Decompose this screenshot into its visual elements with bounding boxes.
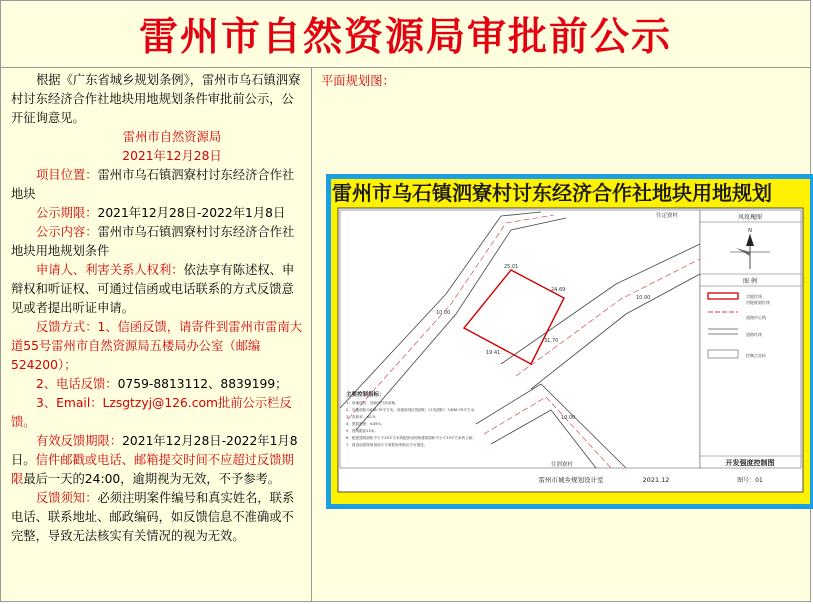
dim-1: 25.01 bbox=[504, 264, 519, 270]
road-dim-1: 10.00 bbox=[636, 295, 651, 301]
control-item: 4、建筑密度：≤35%； bbox=[346, 422, 385, 426]
legend-item: 控制点坐标 bbox=[746, 353, 766, 358]
plan-svg bbox=[326, 174, 813, 509]
feedback-label: 反馈方式： bbox=[36, 320, 98, 334]
legend-item: 道路红线 bbox=[746, 332, 762, 337]
control-item: 2、宗地面积为638.79平方米。用地规划红线面积（计容面积）为638.79平方米； bbox=[346, 408, 478, 412]
page-title: 雷州市自然资源局审批前公示 bbox=[138, 15, 672, 60]
period-label: 公示期限： bbox=[36, 206, 98, 220]
feedback-phone-value: 0759-8813112、8839199； bbox=[117, 377, 288, 391]
controls-title: 主要控制指标： bbox=[346, 392, 385, 398]
legend-item: 道路中心线 bbox=[746, 315, 766, 320]
rights-value: 依法享有陈述权、申辩权和听证权、可通过信函或电话联系的方式反馈意见或者提出听证申请。 bbox=[11, 263, 295, 315]
legend-item: 宗地红线 bbox=[746, 294, 762, 299]
sheet-number: 图号：01 bbox=[737, 477, 763, 484]
feedback-phone bbox=[11, 375, 305, 394]
road-dim-3: 10.00 bbox=[561, 415, 576, 421]
plan-title: 雷州市乌石镇泗寮村讨东经济合作社地块用地规划 bbox=[332, 181, 772, 205]
plan-drawing[interactable] bbox=[326, 174, 813, 509]
footer-org: 雷州市城乡规划设计室 bbox=[538, 476, 604, 484]
content-label: 公示内容： bbox=[36, 225, 98, 239]
rights-label: 申请人、利害关系人权利： bbox=[36, 263, 184, 277]
plan-label: 平面规划图： bbox=[321, 74, 395, 88]
dim-2: 24.69 bbox=[551, 287, 566, 293]
control-item: 1、用地性质：加油加气站用地； bbox=[346, 401, 399, 405]
north-label: N bbox=[748, 228, 752, 234]
project-location bbox=[11, 166, 305, 204]
period-value: 2021年12月28日-2022年1月8日 bbox=[97, 206, 286, 220]
control-item: 6、配建建筑面积不小于15平方米的配套用房和建筑面积不小于15平方米的公厕； bbox=[346, 436, 477, 440]
issuer: 雷州市自然资源局 bbox=[122, 130, 222, 144]
feedback-email: 3、Email：Lzsgtzyj@126.com批前公示栏反馈。 bbox=[11, 396, 292, 429]
deadline-value: 2021年12月28日-2022年1月8日。 bbox=[11, 434, 298, 467]
notice-value: 必须注明案件编号和真实姓名，联系电话、联系地址、邮政编码，如反馈信息不准确或不完整，导致无法核实有关情况的视为无效。 bbox=[11, 491, 295, 543]
publicity-period bbox=[11, 204, 305, 223]
project-label: 项目位置： bbox=[36, 168, 98, 182]
notice-label: 反馈须知： bbox=[36, 491, 98, 505]
road-top-label: 往定寮村 bbox=[656, 213, 679, 219]
legend-title: 图 例 bbox=[743, 278, 757, 285]
plan-panel bbox=[312, 67, 810, 601]
dim-4: 19.41 bbox=[486, 350, 501, 356]
control-item: 3、容积率：≤0.5； bbox=[346, 415, 379, 419]
road-dim-2: 10.00 bbox=[436, 310, 451, 316]
publicity-content bbox=[11, 223, 305, 261]
feedback-method bbox=[11, 318, 305, 375]
deadline-note-red: 信件邮戳或电话、邮箱提交时间不应超过反馈期限 bbox=[11, 453, 294, 486]
control-item: 5、建筑限高15米； bbox=[346, 429, 379, 433]
rose-title: 风玫瑰图 bbox=[737, 214, 763, 221]
project-value: 雷州市乌石镇泗寮村讨东经济合作社地块 bbox=[11, 168, 295, 201]
rights bbox=[11, 261, 305, 318]
road-bottom-label: 往泗寮村 bbox=[551, 462, 574, 468]
feedback-notice bbox=[11, 489, 305, 546]
feedback-phone-label: 2、电话反馈： bbox=[36, 377, 118, 391]
feedback-letter: 1、信函反馈，请寄件到雷州市雷南大道55号雷州市自然资源局五楼局办公室（邮编524200）； bbox=[11, 320, 303, 372]
control-item: 7、建设前须按规划设计方案报规审批后方可建设。 bbox=[346, 443, 428, 447]
footer-date: 2021.12 bbox=[642, 476, 670, 484]
notice-text-panel bbox=[1, 67, 312, 601]
issue-date: 2021年12月28日 bbox=[122, 149, 222, 163]
intensity-label: 开发强度控制图 bbox=[725, 459, 775, 467]
legend-item: 用地规划红线 bbox=[746, 300, 770, 305]
feedback-deadline bbox=[11, 432, 305, 489]
dim-3: 31.70 bbox=[544, 338, 559, 344]
deadline-label: 有效反馈期限： bbox=[36, 434, 123, 448]
content-value: 雷州市乌石镇泗寮村讨东经济合作社地块用地规划条件 bbox=[11, 225, 295, 258]
intro-text: 根据《广东省城乡规划条例》，雷州市乌石镇泗寮村讨东经济合作社地块用地规划条件审批前公示，公开征询意见。 bbox=[11, 73, 301, 125]
deadline-note: 最后一天的24:00，逾期视为无效，不予参考。 bbox=[23, 472, 281, 486]
header bbox=[1, 1, 810, 68]
